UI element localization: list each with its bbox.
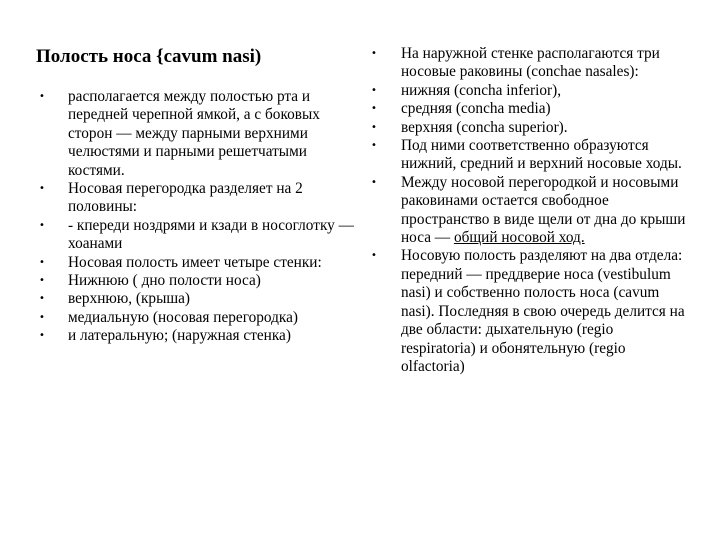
list-item: [369, 119, 689, 137]
right-column: [369, 45, 689, 376]
list-item-text: Между носовой перегородкой и носовыми раковинами остается свободное пространство в виде щели от дна до крыши носа —: [401, 173, 686, 247]
list-item: [369, 100, 689, 118]
list-item-text: Нижнюю ( дно полости носа): [68, 272, 261, 290]
bullet-icon: •: [39, 91, 45, 102]
bullet-icon: •: [39, 311, 45, 323]
list-item: [36, 217, 356, 254]
list-item: [36, 88, 356, 180]
slide-title: Полость носа {cavum nasi): [36, 46, 262, 67]
right-bullet-list: [369, 45, 689, 376]
list-item-text: На наружной стенке располагаются три носовые раковины (conchae nasales):: [401, 45, 660, 81]
bullet-icon: •: [39, 256, 45, 268]
bullet-icon: •: [39, 275, 45, 287]
underlined-term: общий носовой ход.: [453, 229, 585, 247]
list-item: [369, 174, 689, 248]
list-item: [36, 327, 356, 345]
list-item: [369, 247, 689, 376]
list-item: [36, 180, 356, 217]
list-item: [369, 137, 689, 174]
list-item: [36, 272, 356, 290]
bullet-icon: •: [39, 293, 45, 305]
bullet-icon: •: [371, 140, 377, 152]
list-item-text: Носовую полость разделяют на два отдела: передний — преддверие носа (vestibulum nasi) и собственно полость носа (cavum nasi). Последняя в свою очередь делится на две области: дыхательную (regio respiratoria) и обонятельную (regio olfactoria): [401, 247, 685, 375]
left-column: [36, 88, 356, 346]
list-item-text: Носовая перегородка разделяет на 2 половины:: [68, 180, 303, 216]
bullet-icon: •: [39, 219, 45, 231]
left-bullet-list: [36, 88, 356, 346]
list-item-text: Носовая полость имеет четыре стенки:: [68, 253, 322, 271]
bullet-icon: •: [39, 183, 45, 195]
bullet-icon: •: [371, 250, 377, 262]
list-item-text: средняя (concha media): [401, 100, 551, 118]
list-item: [36, 309, 356, 327]
list-item-text: верхнюю, (крыша): [68, 290, 191, 308]
list-item-text: верхняя (concha superior).: [401, 118, 568, 136]
bullet-icon: •: [371, 121, 377, 133]
bullet-icon: •: [371, 48, 377, 59]
bullet-icon: •: [371, 176, 377, 188]
list-item: [36, 254, 356, 272]
list-item-text: нижняя (concha inferior),: [401, 81, 562, 99]
list-item-text: и латеральную; (наружная стенка): [68, 327, 291, 345]
list-item-text: располагается между полостью рта и передней черепной ямкой, а с боковых сторон — между парными верхними челюстями и парными решетчатыми костями.: [68, 88, 320, 179]
list-item: [369, 82, 689, 100]
list-item: [369, 45, 689, 82]
bullet-icon: •: [371, 84, 377, 96]
list-item-text: медиальную (носовая перегородка): [68, 308, 298, 326]
bullet-icon: •: [39, 330, 45, 342]
list-item-text: Под ними соответственно образуются нижний, средний и верхний носовые ходы.: [401, 137, 682, 173]
list-item-text: - кпереди ноздрями и кзади в носоглотку — хоанами: [68, 216, 354, 253]
bullet-icon: •: [371, 103, 377, 115]
list-item: [36, 290, 356, 308]
